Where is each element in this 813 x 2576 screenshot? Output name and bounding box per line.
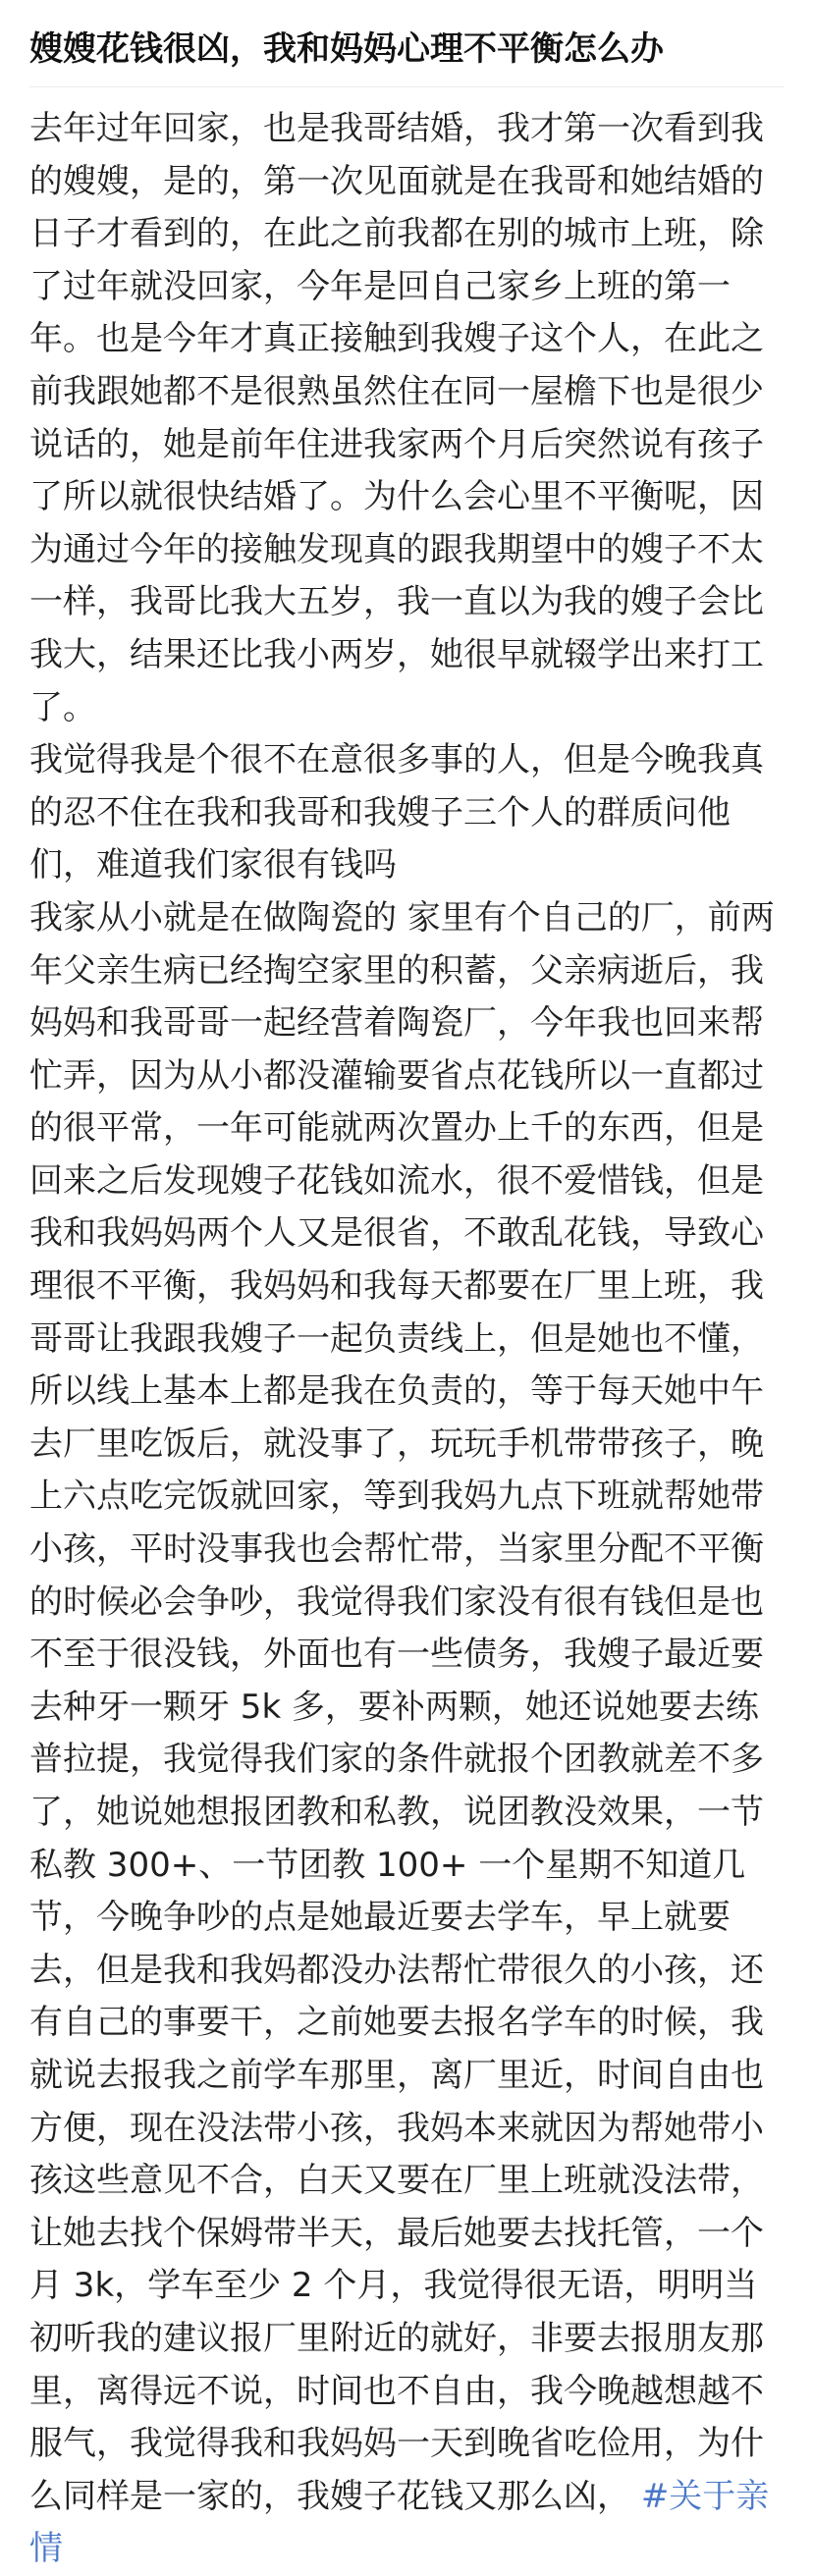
- post-paragraph: 我觉得我是个很不在意很多事的人，但是今晚我真的忍不住在我和我哥和我嫂子三个人的群质问他们，难道我们家很有钱吗: [29, 740, 764, 886]
- post-paragraph-text: 我家从小就是在做陶瓷的 家里有个自己的厂，前两年父亲生病已经掏空家里的积蓄，父亲病逝后，我妈妈和我哥哥一起经营着陶瓷厂，今年我也回来帮忙弄，因为从小都没灌输要省点花钱所以一直都过的很平常，一年可能就两次置办上千的东西，但是回来之后发现嫂子花钱如流水，很不爱惜钱，但是我和我妈妈两个人又是很省，不敢乱花钱，导致心理很不平衡，我妈妈和我每天都要在厂里上班，我哥哥让我跟我嫂子一起负责线上，但是她也不懂，所以线上基本上都是我在负责的，等于每天她中午去厂里吃饭后，就没事了，玩玩手机带带孩子，晚上六点吃完饭就回家，等到我妈九点下班就帮她带小孩，平时没事我也会帮忙带，当家里分配不平衡的时候必会争吵，我觉得我们家没有很有钱但是也不至于很没钱，外面也有一些债务，我嫂子最近要去种牙一颗牙 5k 多，要补两颗，她还说她要去练普拉提，我觉得我们家的条件就报个团教就差不多了，她说她想报团教和私教，说团教没效果，一节私教 300+、一节团教 100+ 一个星期不知道几节，今晚争吵的点是她最近要去学车，早上就要去，但是我和我妈都没办法帮忙带很久的小孩，还有自己的事要干，之前她要去报名学车的时候，我就说去报我之前学车那里，离厂里近，时间自由也方便，现在没法带小孩，我妈本来就因为帮她带小孩这些意见不合，白天又要在厂里上班就没法带，让她去找个保姆带半天，最后她要去找托管，一个月 3k，学车至少 2 个月，我觉得很无语，明明当初听我的建议报厂里附近的就好，非要去报朋友那里，离得远不说，时间也不自由，我今晚越想越不服气，我觉得我和我妈妈一天到晚省吃俭用，为什么同样是一家的，我嫂子花钱又那么凶，: [29, 897, 775, 2516]
- hashtag-link[interactable]: #关于亲情: [29, 2476, 770, 2569]
- title-divider: [29, 86, 784, 87]
- post-body: [29, 103, 784, 2576]
- post-title: 嫂嫂花钱很凶，我和妈妈心理不平衡怎么办: [29, 29, 664, 69]
- post-paragraph: [29, 892, 784, 2576]
- post-paragraph: 去年过年回家，也是我哥结婚，我才第一次看到我的嫂嫂，是的，第一次见面就是在我哥和她结婚的日子才看到的，在此之前我都在别的城市上班，除了过年就没回家，今年是回自己家乡上班的第一年。也是今年才真正接触到我嫂子这个人，在此之前我跟她都不是很熟虽然住在同一屋檐下也是很少说话的，她是前年住进我家两个月后突然说有孩子了所以就很快结婚了。为什么会心里不平衡呢，因为通过今年的接触发现真的跟我期望中的嫂子不太一样，我哥比我大五岁，我一直以为我的嫂子会比我大，结果还比我小两岁，她很早就辍学出来打工了。: [29, 109, 764, 727]
